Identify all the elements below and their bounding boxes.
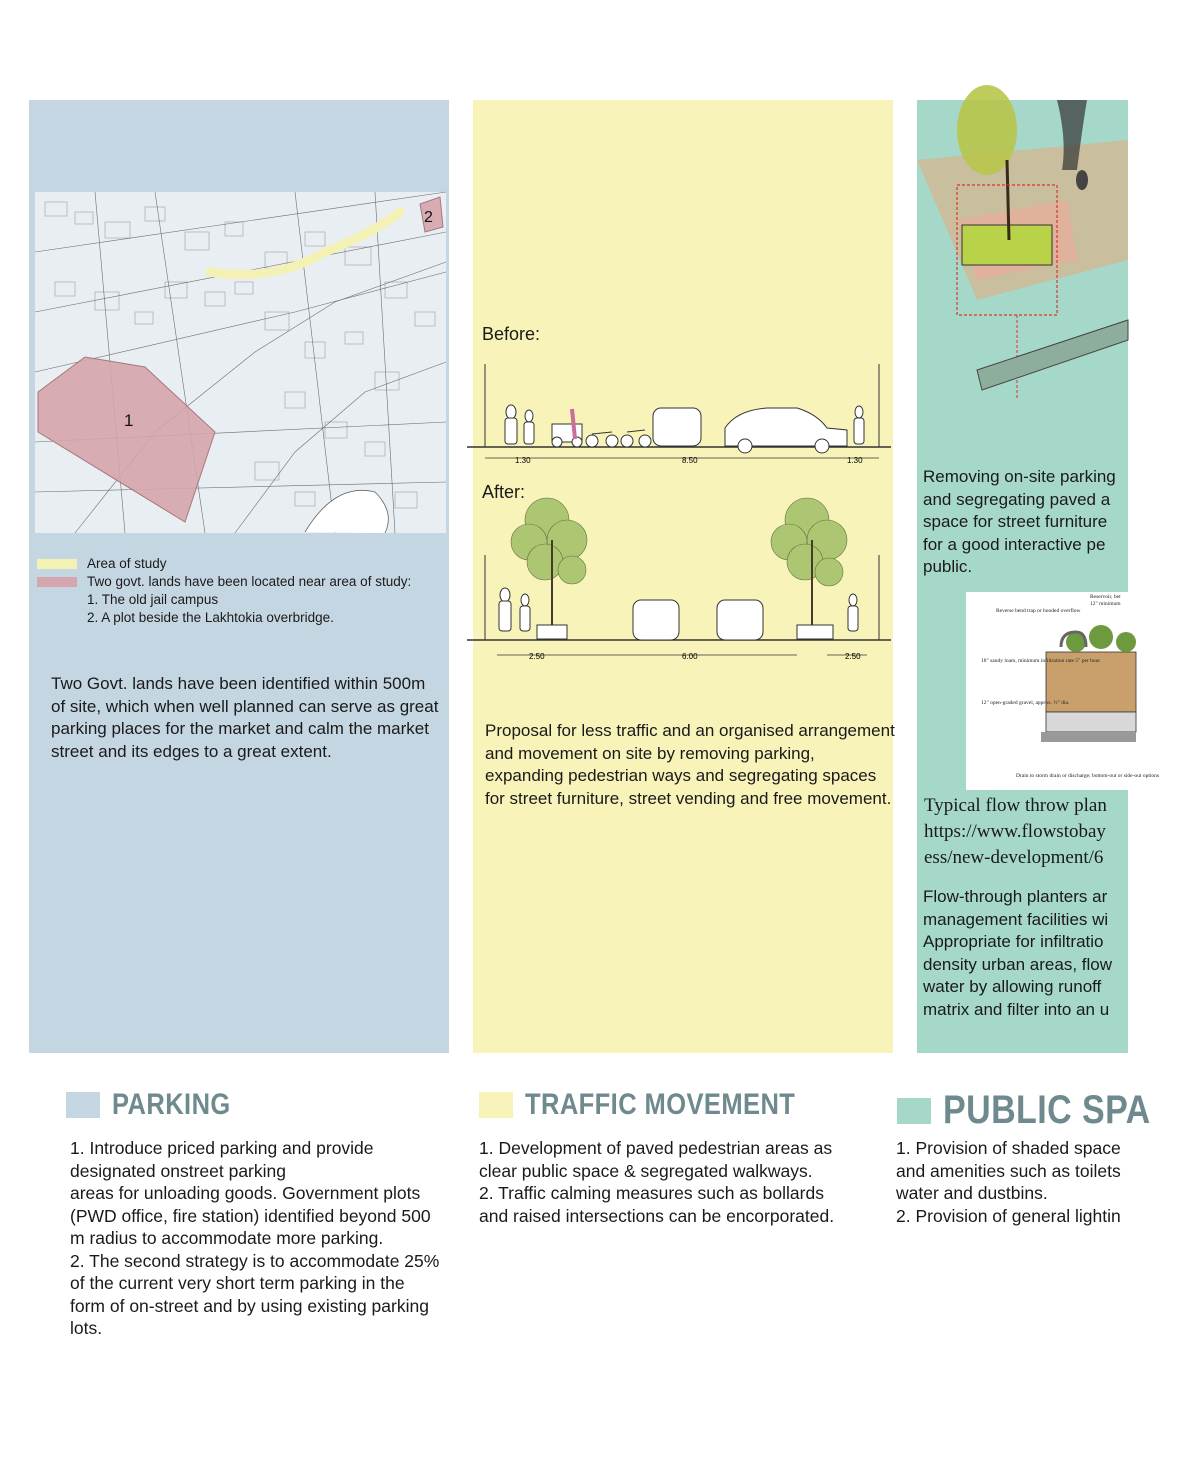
before-dim-left: 1.30 bbox=[515, 456, 531, 465]
diagram-label: 18" sandy loam, minimum infiltration rate 5" per hour bbox=[981, 658, 1101, 664]
public-swatch bbox=[897, 1098, 931, 1124]
traffic-strategies bbox=[479, 1137, 849, 1227]
before-street-section bbox=[467, 354, 891, 469]
after-label: After: bbox=[482, 482, 526, 502]
map-legend bbox=[37, 555, 411, 627]
site-map bbox=[35, 192, 446, 533]
govt-swatch bbox=[37, 577, 77, 587]
parking-heading-text: PARKING bbox=[112, 1088, 231, 1121]
text-line: Flow-through planters ar bbox=[923, 887, 1108, 906]
public-panel-text-2 bbox=[923, 886, 1143, 1021]
public-space-panel bbox=[917, 100, 1160, 1053]
diagram-caption bbox=[924, 793, 1144, 871]
public-heading-text: PUBLIC SPA bbox=[943, 1088, 1151, 1132]
after-dim-mid: 6.00 bbox=[682, 652, 698, 661]
legend-govt-label: Two govt. lands have been located near area of study: bbox=[87, 574, 412, 589]
parking-swatch bbox=[66, 1092, 100, 1118]
parking-heading bbox=[66, 1088, 252, 1122]
strategy-line: 1. Provision of shaded space bbox=[896, 1138, 1121, 1158]
traffic-panel bbox=[473, 100, 893, 1053]
after-street-section bbox=[467, 480, 891, 665]
strategy-line: 1. Introduce priced parking and provide designated onstreet parking bbox=[70, 1138, 374, 1181]
caption-line[interactable]: ess/new-development/6 bbox=[924, 847, 1104, 868]
legend-area-label: Area of study bbox=[87, 556, 167, 571]
before-dim-right: 1.30 bbox=[847, 456, 863, 465]
public-panel-text bbox=[923, 466, 1133, 579]
before-dim-mid: 8.50 bbox=[682, 456, 698, 465]
traffic-heading bbox=[479, 1088, 843, 1122]
strategy-line: 2. Traffic calming measures such as bollards and raised intersections can be encorporated. bbox=[479, 1183, 835, 1226]
diagram-label: Reservoir, bet bbox=[1090, 594, 1121, 600]
traffic-heading-text: TRAFFIC MOVEMENT bbox=[525, 1088, 796, 1121]
text-line: matrix and filter into an u bbox=[923, 999, 1110, 1019]
caption-line[interactable]: https://www.flowstobay bbox=[924, 821, 1106, 842]
text-line: Appropriate for infiltratio bbox=[923, 932, 1104, 951]
parking-strategies bbox=[70, 1137, 440, 1340]
text-line: Removing on-site parking bbox=[923, 467, 1116, 486]
strategy-line: 2. Provision of general lightin bbox=[896, 1205, 1121, 1226]
text-line: density urban areas, flow bbox=[923, 954, 1112, 974]
diagram-label: Reverse bend trap or hooded overflow bbox=[996, 608, 1081, 614]
text-line: and segregating paved a bbox=[923, 489, 1111, 509]
strategy-line: 1. Development of paved pedestrian areas as clear public space & segregated walkways. bbox=[479, 1138, 833, 1181]
before-label: Before: bbox=[482, 324, 541, 344]
planter-sketch bbox=[917, 100, 1128, 400]
diagram-label: 12" minimum bbox=[1090, 601, 1121, 607]
caption-line: Typical flow throw plan bbox=[924, 795, 1107, 816]
area-swatch bbox=[37, 559, 77, 569]
public-heading bbox=[897, 1088, 1187, 1133]
strategy-line: areas for unloading goods. Government plots (PWD office, fire station) identified beyond 500 m radius to accommodate more parking. bbox=[70, 1183, 431, 1248]
text-line: public. bbox=[923, 557, 973, 576]
strategy-line: 2. The second strategy is to accommodate 25% of the current very short term parking in the form of on-street and by using existing parking lots. bbox=[70, 1250, 440, 1338]
diagram-label: Drain to storm drain or discharge; bottom-out or side-out options bbox=[1016, 773, 1160, 779]
flow-through-planter-diagram bbox=[966, 592, 1160, 790]
parking-panel bbox=[29, 100, 449, 1053]
strategy-line: water and dustbins. bbox=[896, 1183, 1048, 1203]
text-line: management facilities wi bbox=[923, 909, 1109, 929]
traffic-panel-text: Proposal for less traffic and an organised arrangement and movement on site by removing parking, expanding pedestrian ways and segregating spaces for street furniture, street vending and free movement. bbox=[485, 721, 895, 808]
text-line: space for street furniture bbox=[923, 512, 1108, 531]
strategy-line: and amenities such as toilets bbox=[896, 1160, 1121, 1181]
text-line: water by allowing runoff bbox=[923, 977, 1102, 996]
text-line: for a good interactive pe bbox=[923, 534, 1106, 554]
public-strategies bbox=[896, 1137, 1136, 1227]
map-label-2: 2 bbox=[424, 209, 433, 226]
traffic-swatch bbox=[479, 1092, 513, 1118]
after-dim-right: 2.50 bbox=[845, 652, 861, 661]
diagram-label: 12" open-graded gravel, approx. ½" dia. bbox=[981, 700, 1070, 706]
after-dim-left: 2.50 bbox=[529, 652, 545, 661]
legend-item: 2. A plot beside the Lakhtokia overbridge. bbox=[87, 610, 334, 625]
legend-item: 1. The old jail campus bbox=[87, 592, 219, 607]
map-label-1: 1 bbox=[124, 411, 134, 430]
parking-panel-text: Two Govt. lands have been identified within 500m of site, which when well planned can serve as great parking places for the market and calm the market street and its edges to a great extent. bbox=[51, 674, 439, 761]
